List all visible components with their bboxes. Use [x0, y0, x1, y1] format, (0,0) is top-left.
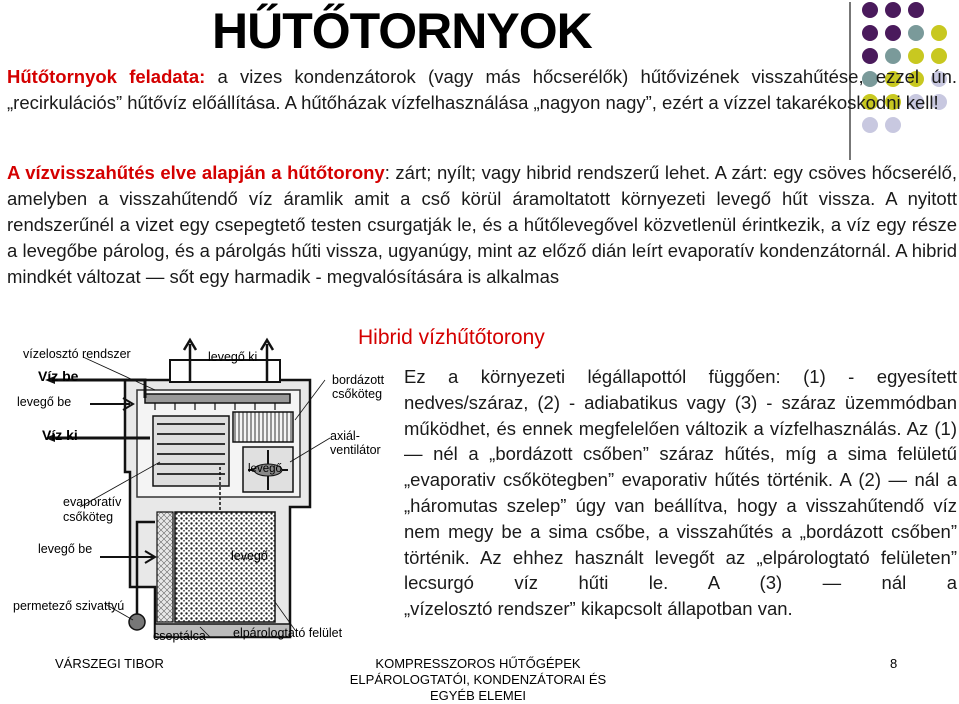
air-inlet-louver: [157, 512, 173, 622]
dot: [885, 48, 901, 64]
hybrid-section-title: Hibrid vízhűtőtorony: [358, 326, 545, 349]
hybrid-description: [404, 364, 957, 622]
dot: [885, 2, 901, 18]
label-water-out: Víz ki: [42, 427, 78, 443]
classification-label: A vízvisszahűtés elve alapján a hűtőtorony: [7, 162, 385, 183]
dot: [908, 48, 924, 64]
footer-author: VÁRSZEGI TIBOR: [55, 656, 164, 671]
label-drip-tray: cseptálca: [153, 629, 206, 643]
dot: [862, 25, 878, 41]
dot: [931, 48, 947, 64]
evaporative-coil: [153, 416, 229, 486]
classification-text: : zárt; nyílt; vagy hibrid rendszerű lehet. A zárt: egy csöves hőcserélő, amelyben a visszahűtendő víz áramlik amit a cső körül áramoltatott környezeti levegő hűt vissza. A nyitott rendszerűnél a vizet egy csepegtető testen csurgatják le, és a hűtőlevegővel közvetlenül érintkezik, a víz egy része a levegőbe párolog, és a párolgás hűti vissza, ugyanúgy, mint az előző dián leírt evaporatív kondenzátornál. A hibrid mindkét változat ― sőt egy harmadik - megvalósítására is alkalmas: [7, 162, 957, 287]
footer-course-line: ELPÁROLOGTATÓI, KONDENZÁTORAI ÉS: [349, 672, 607, 687]
hybrid-text-end: „vízelosztó rendszer” kikapcsolt állapotban van.: [404, 598, 793, 620]
label-air-lower: levegő: [231, 549, 268, 563]
dot: [931, 25, 947, 41]
label-water-in: Víz be: [38, 368, 79, 384]
label-air-mid: levegő: [248, 463, 282, 475]
dot: [885, 117, 901, 133]
finned-coil: [233, 412, 293, 442]
label-finned-coil-1: bordázott: [332, 373, 385, 387]
dot: [862, 2, 878, 18]
dot: [862, 48, 878, 64]
label-air-out: levegő ki: [208, 350, 258, 364]
label-axial-fan-1: axiál-: [330, 429, 360, 443]
distribution-pipe: [145, 394, 290, 403]
label-evap-surface: elpárologtató felület: [233, 626, 343, 640]
intro-label: Hűtőtornyok feladata:: [7, 66, 206, 87]
dot: [885, 25, 901, 41]
hybrid-tower-diagram: [5, 332, 390, 647]
dot: [908, 2, 924, 18]
page-number: 8: [890, 656, 898, 671]
fill-media: [175, 512, 275, 622]
classification-paragraph: [7, 160, 957, 290]
label-spray-pump: permetező szivattyú: [13, 599, 125, 613]
slide-title: HŰTŐTORNYOK: [212, 3, 592, 59]
footer-course-line: KOMPRESSZOROS HŰTŐGÉPEK: [375, 656, 581, 671]
dot: [862, 117, 878, 133]
label-evap-coil-1: evaporatív: [63, 495, 122, 509]
label-air-in-bottom: levegő be: [38, 542, 93, 556]
label-distribution-system: vízelosztó rendszer: [23, 347, 131, 361]
hybrid-text: Ez a környezeti légállapottól függően: (1) - egyesített nedves/száraz, (2) - adiabatikus vagy (3) - száraz üzemmódban működhet, és ennek megfelelően változik a vízfelhasználás. Az (1) ― nél a „bordázott csőben” száraz hűtés, míg a sima felületű „evaporativ csőkötegben” evaporativ hűtés történik. A (2) ― nál a „háromutas szelep” úgy van beállítva, hogy a visszahűtendő víz nem megy be a sima csőbe, a visszahűtés a „bordázott csőben” történik. Az ehhez használt levegőt az „elpárologtató felületen” lecsurgó víz hűti le. A (3) ― nál a: [404, 366, 957, 594]
spray-pump: [129, 614, 145, 630]
label-axial-fan-2: ventilátor: [330, 443, 381, 457]
air-in-arrow: [100, 551, 155, 563]
label-finned-coil-2: csőköteg: [332, 387, 383, 401]
footer-course: [318, 656, 638, 704]
intro-text: a vizes kondenzátorok (vagy más hőcserélők) hűtővizének visszahűtése, ezzel ún. „recirkulációs” hűtővíz előállítása. A hűtőházak vízfelhasználása „nagyon nagy”, ezért a vízzel takarékoskodni kell!: [7, 66, 957, 113]
label-evap-coil-2: csőköteg: [63, 510, 114, 524]
footer-course-line: EGYÉB ELEMEI: [429, 688, 527, 703]
label-air-in-top: levegő be: [17, 395, 72, 409]
air-in-arrow: [90, 398, 133, 410]
intro-paragraph: [7, 64, 957, 116]
dot: [908, 25, 924, 41]
